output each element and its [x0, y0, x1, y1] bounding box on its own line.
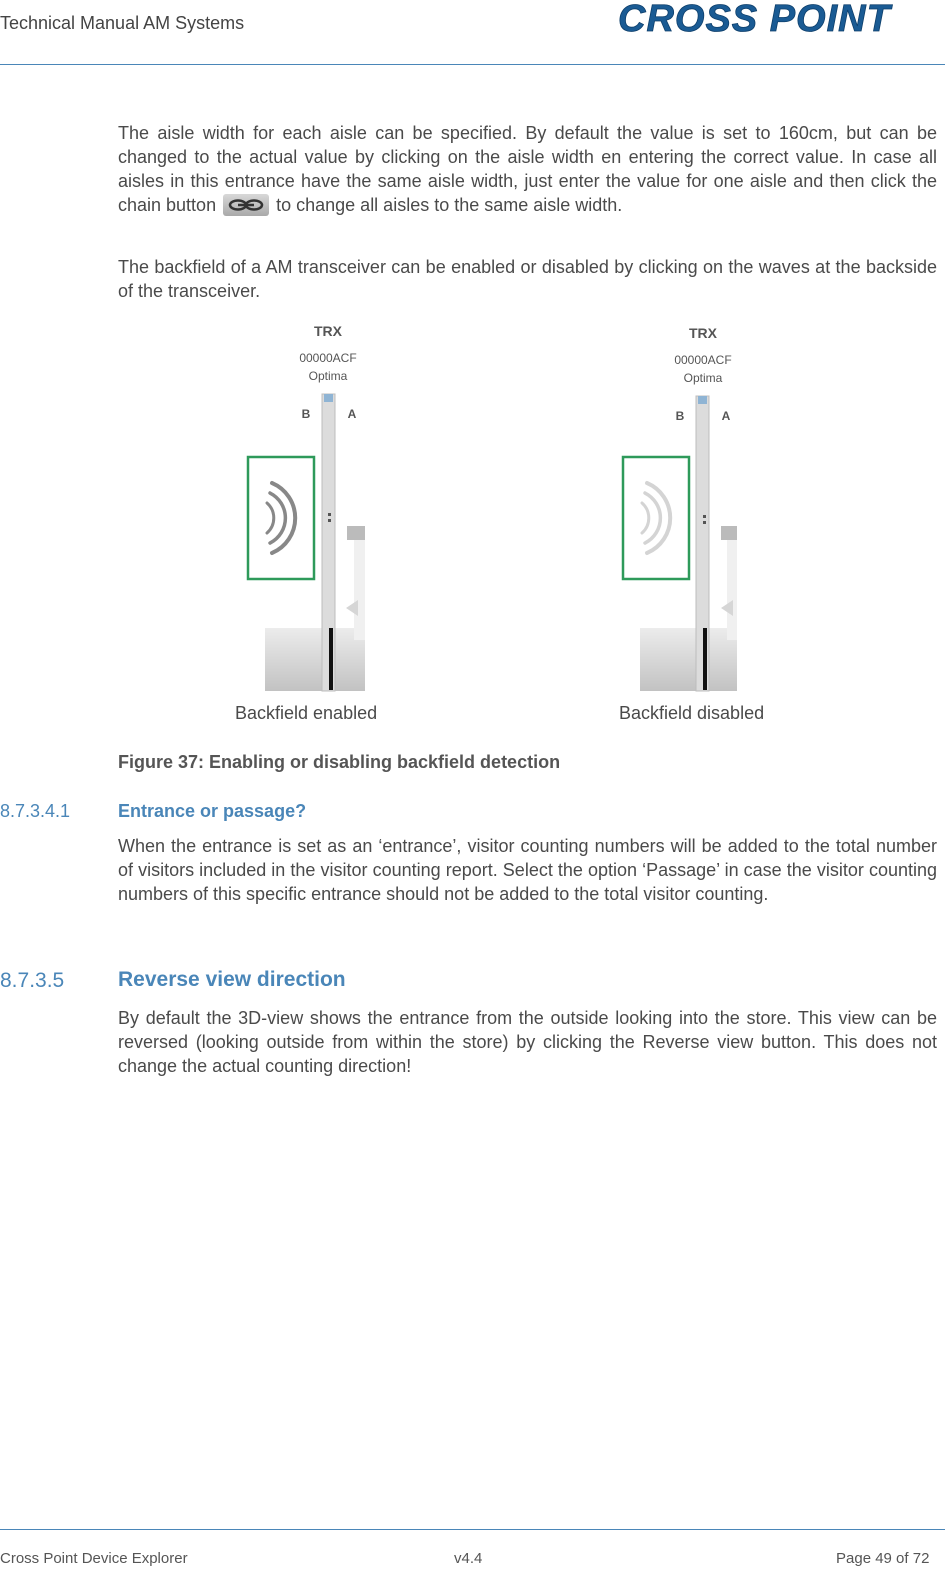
trx-label: TRX [314, 323, 342, 339]
side-a-label: A [721, 409, 731, 423]
section-text: By default the 3D-view shows the entrance from the outside looking into the store. This view can be reversed (looking outside from within the store) by clicking the Reverse view button. This does not change the actual counting direction! [118, 1008, 937, 1076]
figure-panel-enabled [240, 318, 370, 698]
logo-text: CROSS POINT [618, 0, 891, 40]
cross-point-logo [616, 0, 941, 45]
footer-page-number: Page 49 of 72 [836, 1550, 930, 1567]
chain-button-icon [223, 194, 269, 216]
trx-id: 00000ACF [299, 351, 357, 365]
side-a-label: A [347, 407, 357, 421]
paragraph-backfield: The backfield of a AM transceiver can be enabled or disabled by clicking on the waves at the backside of the transceiver. [118, 257, 937, 301]
section-title: Reverse view direction [118, 968, 346, 991]
trx-model: Optima [308, 369, 348, 383]
section-title: Entrance or passage? [118, 801, 307, 821]
trx-label: TRX [689, 325, 717, 341]
side-b-label: B [675, 409, 685, 423]
section-text: When the entrance is set as an ‘entrance’, visitor counting numbers will be added to the total number of visitors included in the visitor counting report. Select the option ‘Passage’ in case the visitor counting numbers of this specific entrance should not be added to the total visitor counting. [118, 836, 937, 904]
section-number: 8.7.3.5 [0, 969, 65, 992]
waves-highlight-box [623, 457, 689, 579]
paragraph-aisle-width: The aisle width for each aisle can be specified. By default the value is set to 160cm, but can be changed to the actual value by clicking on the aisle width en entering the correct value. In case all aisles in this entrance have the same aisle width, just enter the value for one aisle and then click the chain button to change all aisles to the same aisle width. [118, 123, 937, 215]
header-title: Technical Manual AM Systems [0, 13, 245, 33]
section-number: 8.7.3.4.1 [0, 801, 71, 821]
waves-highlight-box [248, 457, 314, 579]
trx-model: Optima [683, 371, 723, 385]
side-b-label: B [301, 407, 311, 421]
footer-rule [0, 1529, 945, 1530]
footer-left: Cross Point Device Explorer [0, 1550, 188, 1567]
figure-panel-disabled [615, 318, 745, 698]
header-rule [0, 64, 945, 65]
caption-backfield-enabled: Backfield enabled [235, 703, 378, 723]
backfield-waves-icon [267, 483, 295, 553]
footer-version: v4.4 [454, 1550, 483, 1567]
trx-id: 00000ACF [674, 353, 732, 367]
backfield-waves-icon [642, 483, 670, 553]
figure-caption: Figure 37: Enabling or disabling backfield detection [118, 752, 561, 772]
caption-backfield-disabled: Backfield disabled [619, 703, 765, 723]
